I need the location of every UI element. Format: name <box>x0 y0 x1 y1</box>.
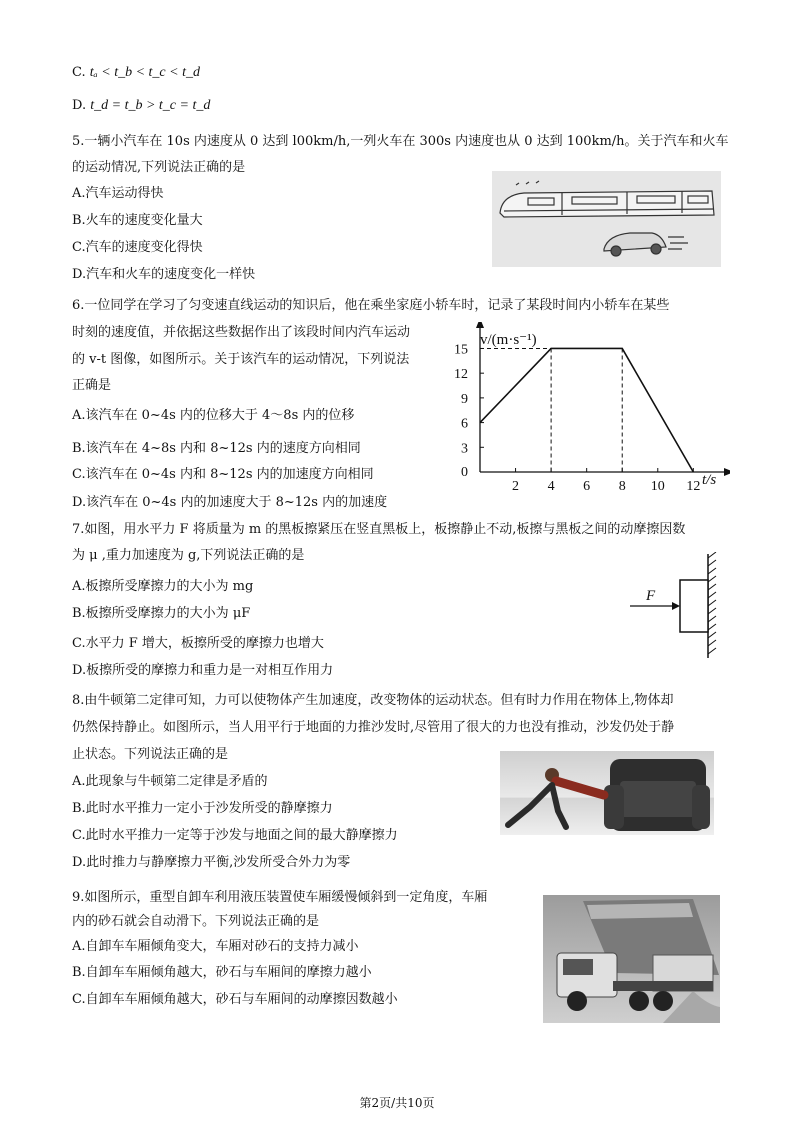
q9-option-a: A.自卸车车厢倾角变大，车厢对砂石的支持力减小 <box>72 939 359 954</box>
x-tick-label: 10 <box>650 479 665 494</box>
page-footer: 第2页/共10页 <box>359 1096 435 1110</box>
force-label: F <box>646 588 656 604</box>
q8-option-d: D.此时推力与静摩擦力平衡,沙发所受合外力为零 <box>72 855 351 870</box>
q4-option-c: C. tₐ < t_b < t_c < t_d <box>72 65 200 80</box>
y-axis-label: v/(m·s⁻¹) <box>480 332 537 348</box>
vt-graph <box>440 322 730 494</box>
q6-option-a: A.该汽车在 0~4s 内的位移大于 4～8s 内的位移 <box>72 408 355 423</box>
q9-option-b: B.自卸车车厢倾角越大，砂石与车厢间的摩擦力越小 <box>72 965 372 980</box>
y-tick-label: 12 <box>454 367 468 383</box>
x-tick-label: 4 <box>547 479 555 494</box>
q6-option-d: D.该汽车在 0~4s 内的加速度大于 8~12s 内的加速度 <box>72 495 388 510</box>
eraser-block <box>680 580 708 632</box>
q7-option-d: D.板擦所受的摩擦力和重力是一对相互作用力 <box>72 663 334 678</box>
q6-option-b: B.该汽车在 4~8s 内和 8~12s 内的速度方向相同 <box>72 441 361 456</box>
x-tick-label: 12 <box>686 479 701 494</box>
q7-option-a: A.板擦所受摩擦力的大小为 mg <box>72 579 254 594</box>
q4-option-d-math: t_d = t_b > t_c = t_d <box>90 98 211 113</box>
q6-option-c: C.该汽车在 0~4s 内和 8~12s 内的加速度方向相同 <box>72 467 374 482</box>
x-axis-arrow-icon <box>724 468 730 476</box>
blackboard-eraser-diagram <box>628 552 718 660</box>
q7-stem-line2: 为 μ ,重力加速度为 g,下列说法正确的是 <box>72 548 305 563</box>
y-tick-label: 6 <box>461 416 468 432</box>
x-tick-label: 8 <box>618 479 626 494</box>
q5-option-d: D.汽车和火车的速度变化一样快 <box>72 267 256 282</box>
q9-option-c: C.自卸车车厢倾角越大，砂石与车厢间的动摩擦因数越小 <box>72 992 398 1007</box>
q5-stem-line2: 的运动情况,下列说法正确的是 <box>72 160 246 175</box>
y-tick-label: 0 <box>461 465 468 480</box>
q7-option-b: B.板擦所受摩擦力的大小为 μF <box>72 606 251 621</box>
q9-stem-line1: 9.如图所示，重型自卸车利用液压装置使车厢缓慢倾斜到一定角度，车厢 <box>72 890 488 905</box>
push-sofa-photo <box>500 751 714 835</box>
q6-stem-line4: 正确是 <box>72 378 112 393</box>
q8-stem-line3: 止状态。下列说法正确的是 <box>72 747 229 762</box>
q8-stem-line1: 8.由牛顿第二定律可知，力可以使物体产生加速度，改变物体的运动状态。但有时力作用在物体上,物体却 <box>72 693 674 708</box>
q5-option-a: A.汽车运动得快 <box>72 186 164 201</box>
q6-stem-line1: 6.一位同学在学习了匀变速直线运动的知识后，他在乘坐家庭小轿车时，记录了某段时间内小轿车在某些 <box>72 298 670 313</box>
q4-option-c-math: tₐ < t_b < t_c < t_d <box>89 65 200 80</box>
y-axis-arrow-icon <box>476 322 484 328</box>
q5-option-b: B.火车的速度变化量大 <box>72 213 203 228</box>
q8-option-a: A.此现象与牛顿第二定律是矛盾的 <box>72 774 268 789</box>
q8-stem-line2: 仍然保持静止。如图所示，当人用平行于地面的力推沙发时,尽管用了很大的力也没有推动，沙发仍处于静 <box>72 720 675 735</box>
train-car-illustration <box>492 171 721 267</box>
dump-truck-photo <box>543 895 720 1023</box>
q6-stem-line3: 的 v-t 图像，如图所示。关于该汽车的运动情况，下列说法 <box>72 352 410 367</box>
q7-stem-line1: 7.如图，用水平力 F 将质量为 m 的黑板擦紧压在竖直黑板上，板擦静止不动,板擦与黑板之间的动摩擦因数 <box>72 522 686 537</box>
x-axis-label: t/s <box>702 472 717 488</box>
y-tick-label: 15 <box>454 342 468 358</box>
q4-option-d: D. t_d = t_b > t_c = t_d <box>72 98 211 113</box>
x-tick-label: 6 <box>583 479 591 494</box>
q7-option-c: C.水平力 F 增大，板擦所受的摩擦力也增大 <box>72 636 324 651</box>
force-arrow-icon <box>672 602 680 610</box>
q8-option-c: C.此时水平推力一定等于沙发与地面之间的最大静摩擦力 <box>72 828 398 843</box>
q5-stem-line1: 5.一辆小汽车在 10s 内速度从 0 达到 l00km/h,一列火车在 300s 内速度也从 0 达到 100km/h。关于汽车和火车 <box>72 134 729 149</box>
y-tick-label: 3 <box>461 441 468 457</box>
y-tick-label: 9 <box>461 391 468 407</box>
x-tick-label: 2 <box>512 479 520 494</box>
q9-stem-line2: 内的砂石就会自动滑下。下列说法正确的是 <box>72 914 320 929</box>
q6-stem-line2: 时刻的速度值，并依据这些数据作出了该段时间内汽车运动 <box>72 325 411 340</box>
q5-option-c: C.汽车的速度变化得快 <box>72 240 203 255</box>
q8-option-b: B.此时水平推力一定小于沙发所受的静摩擦力 <box>72 801 333 816</box>
velocity-series-line <box>480 348 693 472</box>
